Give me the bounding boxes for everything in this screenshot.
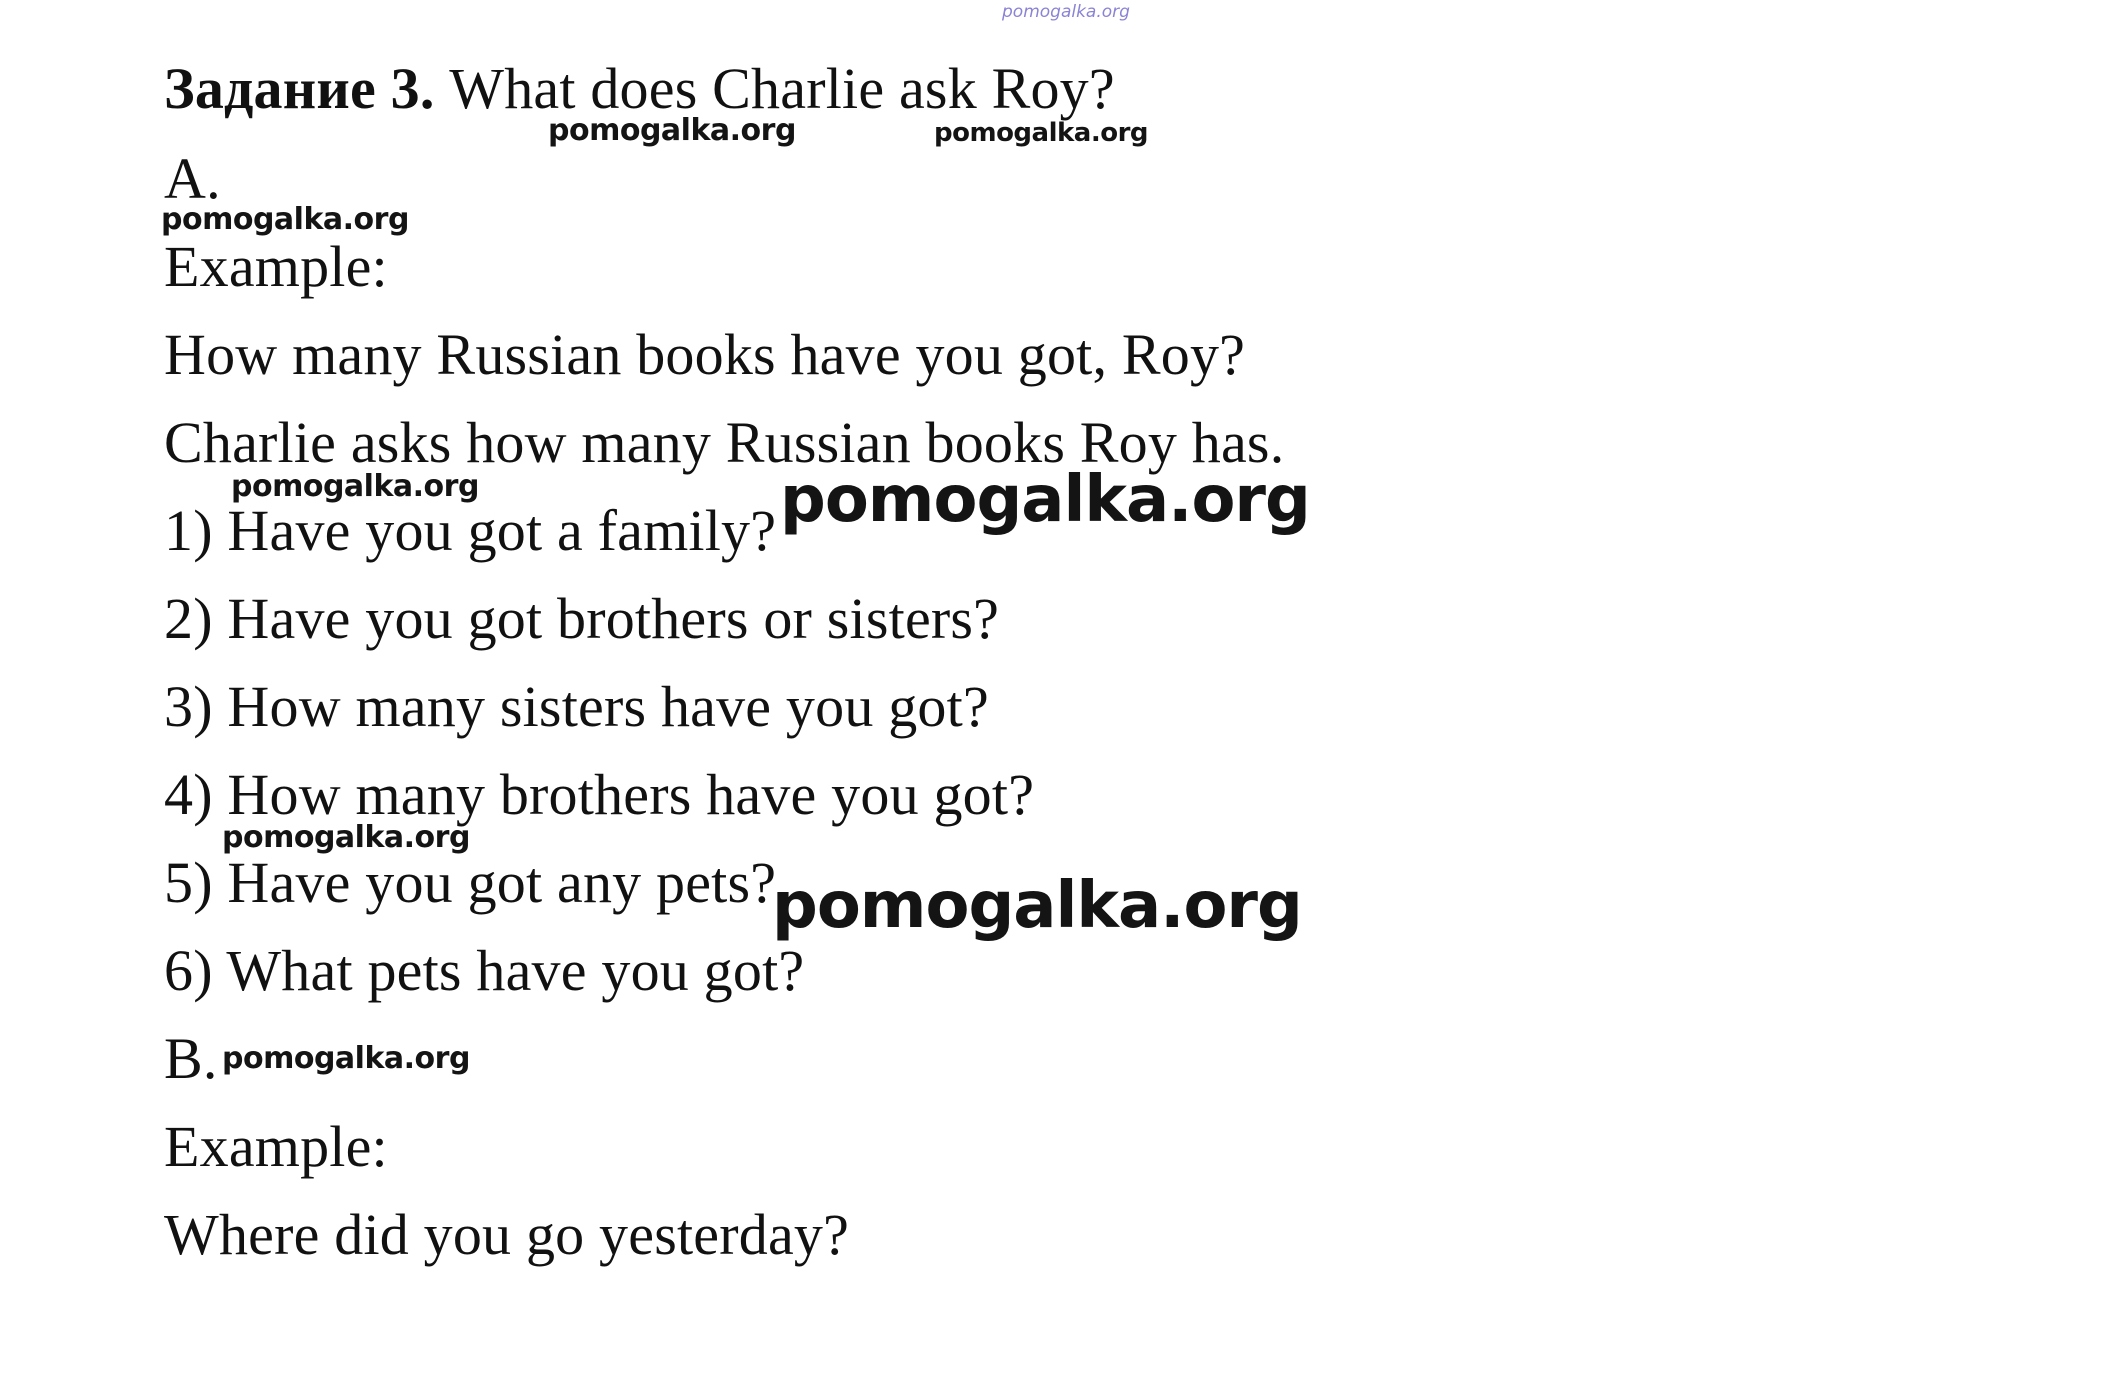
- section-a-example-question: How many Russian books have you got, Roy?: [164, 322, 1246, 387]
- section-b-example-question: Where did you go yesterday?: [164, 1202, 850, 1267]
- task-label: Задание 3.: [164, 56, 435, 121]
- list-item: 4) How many brothers have you got?: [164, 762, 1035, 827]
- list-item: 6) What pets have you got?: [164, 938, 805, 1003]
- watermark: pomogalka.org: [934, 118, 1149, 148]
- watermark: pomogalka.org: [222, 820, 470, 855]
- watermark: pomogalka.org: [222, 1041, 470, 1076]
- section-a-example-answer: Charlie asks how many Russian books Roy has.: [164, 410, 1285, 475]
- watermark: pomogalka.org: [548, 113, 796, 148]
- list-item: 5) Have you got any pets?: [164, 850, 777, 915]
- watermark: pomogalka.org: [231, 469, 479, 504]
- section-b-heading: B.: [164, 1026, 218, 1091]
- list-item: 1) Have you got a family?: [164, 498, 777, 563]
- section-a-example-label: Example:: [164, 234, 388, 299]
- section-b-example-label: Example:: [164, 1114, 388, 1179]
- list-item: 3) How many sisters have you got?: [164, 674, 989, 739]
- list-item: 2) Have you got brothers or sisters?: [164, 586, 1000, 651]
- section-a-heading: A.: [164, 146, 221, 211]
- watermark: pomogalka.org: [161, 202, 409, 237]
- watermark: pomogalka.org: [780, 463, 1310, 537]
- task-title: [164, 56, 1115, 121]
- header-watermark: pomogalka.org: [1002, 2, 1130, 22]
- task-question: What does Charlie ask Roy?: [449, 56, 1115, 121]
- watermark: pomogalka.org: [772, 869, 1302, 943]
